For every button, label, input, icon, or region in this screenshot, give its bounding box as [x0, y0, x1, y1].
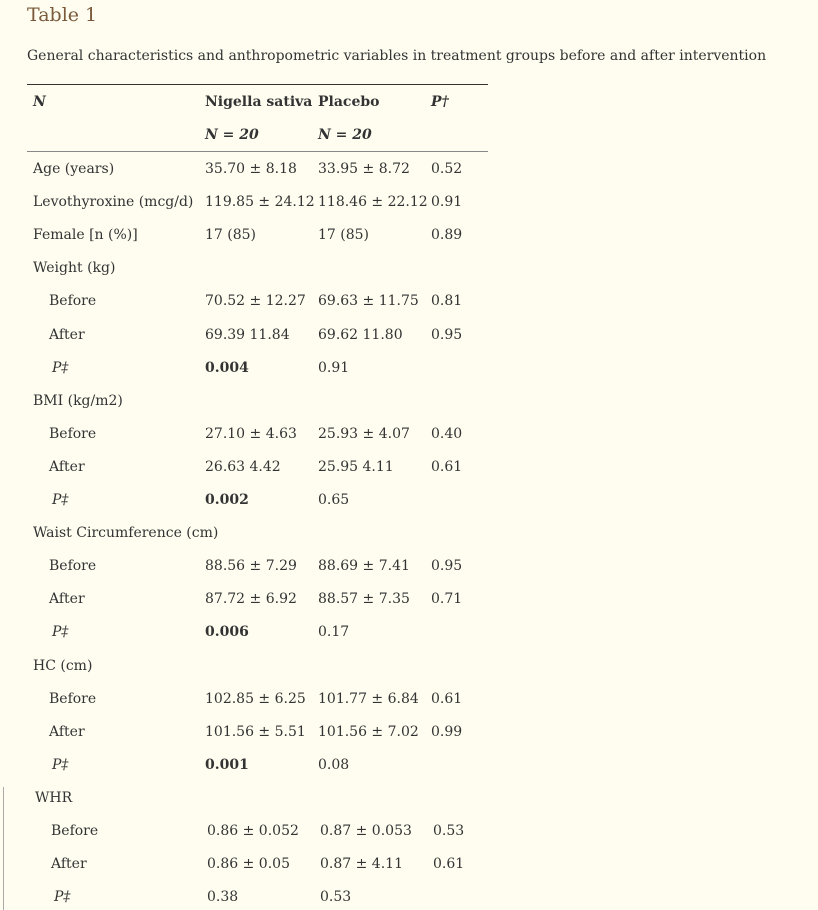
p-value: 0.61 — [431, 691, 463, 707]
row-label: P‡ — [52, 624, 69, 640]
placebo-value: 101.56 ± 7.02 — [318, 724, 419, 740]
header-n: N — [33, 94, 46, 110]
row-label: Before — [49, 558, 97, 574]
nigella-sativa-value: 87.72 ± 6.92 — [205, 591, 297, 607]
placebo-value: 118.46 ± 22.12 — [318, 194, 428, 210]
placebo-value: 25.93 ± 4.07 — [318, 426, 410, 442]
header-nigella-sativa: Nigella sativa — [205, 94, 313, 110]
row-label: Before — [49, 691, 97, 707]
row-label: P‡ — [52, 360, 69, 376]
placebo-value: 0.65 — [318, 492, 350, 508]
nigella-sativa-value: 0.006 — [205, 624, 249, 640]
left-border-line — [3, 787, 4, 910]
row-label: P‡ — [52, 757, 69, 773]
placebo-value: 0.87 ± 0.053 — [320, 823, 412, 839]
row-label: HC (cm) — [33, 658, 93, 674]
placebo-value: 0.53 — [320, 889, 352, 905]
nigella-sativa-value: 26.63 4.42 — [205, 459, 281, 475]
nigella-sativa-value: 69.39 11.84 — [205, 327, 290, 343]
header-n-nigella: N = 20 — [205, 127, 259, 143]
placebo-value: 88.57 ± 7.35 — [318, 591, 410, 607]
row-label: Before — [51, 823, 99, 839]
placebo-value: 0.91 — [318, 360, 350, 376]
row-label: BMI (kg/m2) — [33, 393, 123, 409]
placebo-value: 0.87 ± 4.11 — [320, 856, 403, 872]
p-value: 0.95 — [431, 327, 463, 343]
row-label: Before — [49, 293, 97, 309]
p-value: 0.61 — [433, 856, 465, 872]
placebo-value: 69.63 ± 11.75 — [318, 293, 419, 309]
p-value: 0.81 — [431, 293, 463, 309]
placebo-value: 17 (85) — [318, 227, 370, 243]
table-header-rule — [27, 151, 488, 152]
row-label: Levothyroxine (mcg/d) — [33, 194, 194, 210]
row-label: After — [49, 459, 85, 475]
p-value: 0.40 — [431, 426, 463, 442]
nigella-sativa-value: 102.85 ± 6.25 — [205, 691, 306, 707]
nigella-sativa-value: 88.56 ± 7.29 — [205, 558, 297, 574]
table-top-rule — [27, 84, 488, 85]
header-placebo: Placebo — [318, 94, 380, 110]
row-label: WHR — [35, 790, 73, 806]
p-value: 0.53 — [433, 823, 465, 839]
header-n-placebo: N = 20 — [318, 127, 372, 143]
nigella-sativa-value: 0.86 ± 0.052 — [207, 823, 299, 839]
row-label: After — [49, 724, 85, 740]
row-label: Weight (kg) — [33, 260, 116, 276]
placebo-value: 33.95 ± 8.72 — [318, 161, 410, 177]
nigella-sativa-value: 101.56 ± 5.51 — [205, 724, 306, 740]
nigella-sativa-value: 0.004 — [205, 360, 249, 376]
nigella-sativa-value: 17 (85) — [205, 227, 257, 243]
row-label: After — [51, 856, 87, 872]
p-value: 0.61 — [431, 459, 463, 475]
p-value: 0.95 — [431, 558, 463, 574]
table-title: Table 1 — [27, 4, 98, 26]
row-label: P‡ — [54, 889, 71, 905]
placebo-value: 0.17 — [318, 624, 350, 640]
p-value: 0.89 — [431, 227, 463, 243]
nigella-sativa-value: 0.86 ± 0.05 — [207, 856, 290, 872]
p-value: 0.91 — [431, 194, 463, 210]
placebo-value: 69.62 11.80 — [318, 327, 403, 343]
nigella-sativa-value: 27.10 ± 4.63 — [205, 426, 297, 442]
nigella-sativa-value: 70.52 ± 12.27 — [205, 293, 306, 309]
placebo-value: 88.69 ± 7.41 — [318, 558, 410, 574]
placebo-value: 25.95 4.11 — [318, 459, 394, 475]
nigella-sativa-value: 119.85 ± 24.12 — [205, 194, 315, 210]
p-value: 0.52 — [431, 161, 463, 177]
placebo-value: 0.08 — [318, 757, 350, 773]
row-label: After — [49, 327, 85, 343]
nigella-sativa-value: 0.002 — [205, 492, 249, 508]
row-label: Female [n (%)] — [33, 227, 138, 243]
nigella-sativa-value: 0.001 — [205, 757, 249, 773]
row-label: Before — [49, 426, 97, 442]
row-label: P‡ — [52, 492, 69, 508]
row-label: Age (years) — [33, 161, 115, 177]
row-label: Waist Circumference (cm) — [33, 525, 219, 541]
row-label: After — [49, 591, 85, 607]
nigella-sativa-value: 0.38 — [207, 889, 239, 905]
nigella-sativa-value: 35.70 ± 8.18 — [205, 161, 297, 177]
placebo-value: 101.77 ± 6.84 — [318, 691, 419, 707]
p-value: 0.99 — [431, 724, 463, 740]
table-caption: General characteristics and anthropometric variables in treatment groups before and after intervention — [27, 48, 767, 64]
header-p-value: P† — [431, 94, 449, 110]
p-value: 0.71 — [431, 591, 463, 607]
